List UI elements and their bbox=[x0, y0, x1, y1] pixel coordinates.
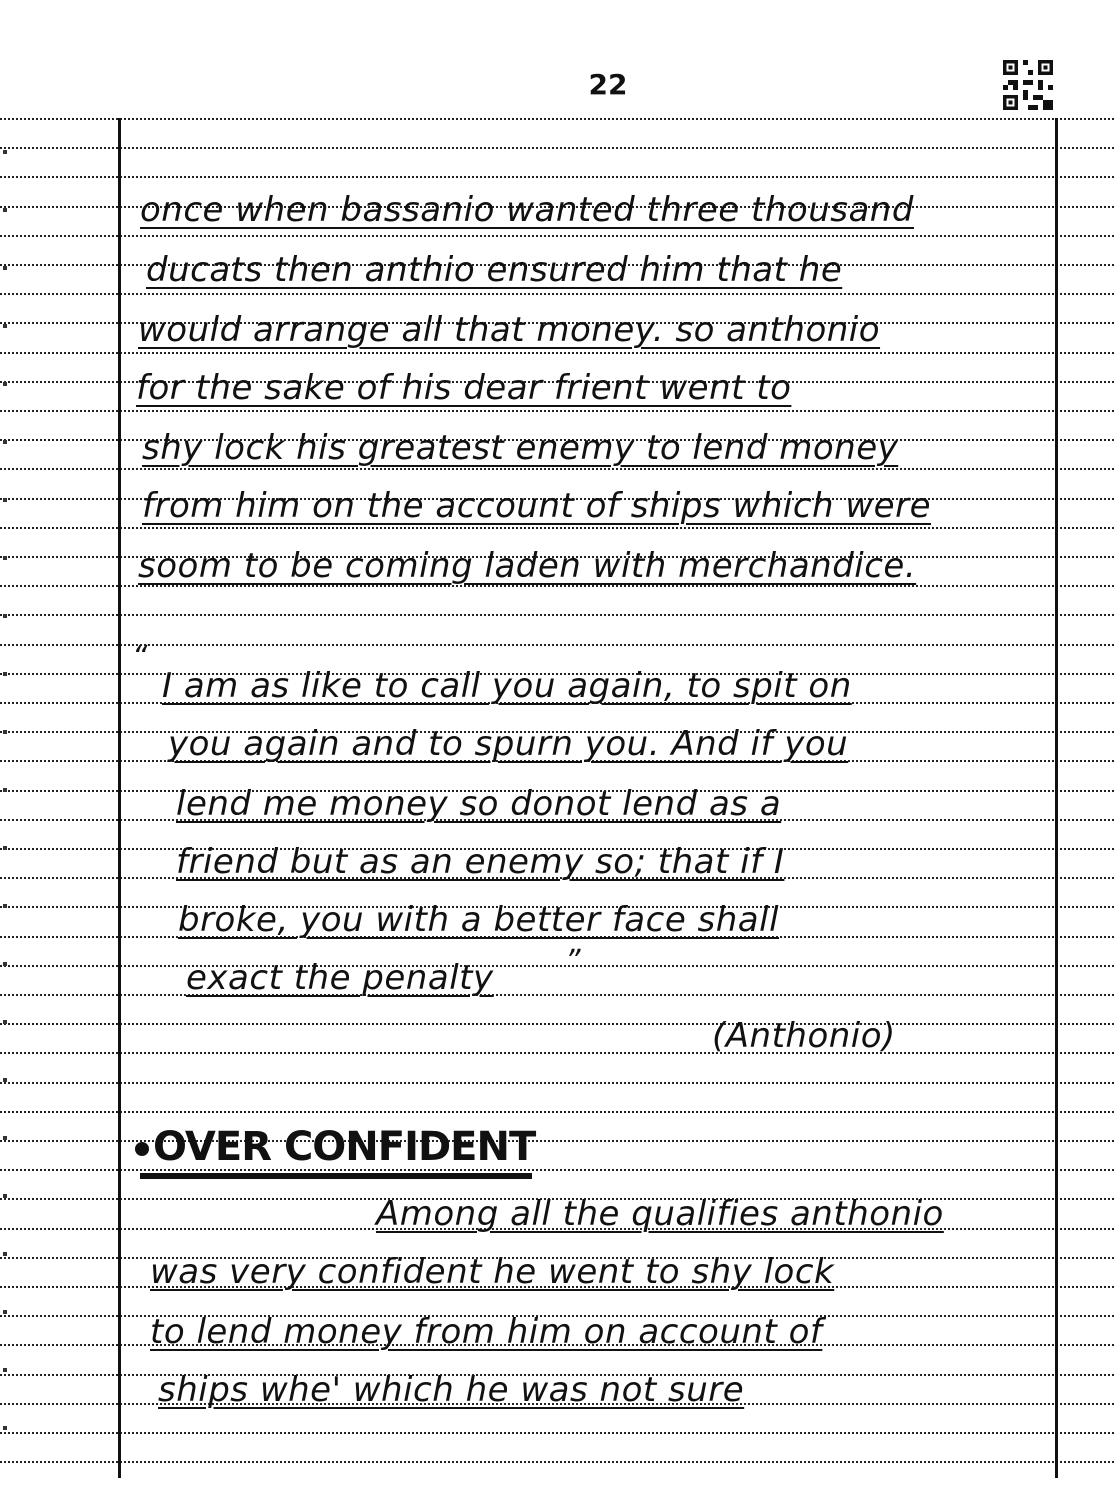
scan-mark bbox=[3, 1078, 7, 1082]
ruled-line bbox=[0, 410, 1114, 412]
scan-mark bbox=[3, 1310, 7, 1314]
quote-line: exact the penalty bbox=[186, 958, 494, 998]
ruled-line bbox=[0, 1052, 1114, 1054]
paragraph-line: would arrange all that money. so anthonio bbox=[138, 310, 881, 350]
ruled-line bbox=[0, 1432, 1114, 1434]
ruled-line bbox=[0, 1461, 1114, 1463]
scan-mark bbox=[3, 962, 7, 966]
quote-line: broke, you with a better face shall bbox=[178, 900, 780, 940]
quote-line: you again and to spurn you. And if you bbox=[168, 724, 849, 764]
scan-mark bbox=[3, 904, 7, 908]
ruled-line bbox=[0, 352, 1114, 354]
scan-mark bbox=[3, 846, 7, 850]
ruled-line bbox=[0, 1111, 1114, 1113]
ruled-line bbox=[0, 994, 1114, 996]
page-number: 22 bbox=[588, 68, 628, 101]
closing-quote-mark: ” bbox=[565, 944, 582, 979]
scan-mark bbox=[3, 1020, 7, 1024]
section-line: Among all the qualifies anthonio bbox=[376, 1194, 944, 1234]
section-heading-text: OVER CONFIDENT bbox=[153, 1124, 536, 1170]
scan-mark bbox=[3, 1136, 7, 1140]
scan-mark bbox=[3, 440, 7, 444]
ruled-line bbox=[0, 176, 1114, 178]
paragraph-line: shy lock his greatest enemy to lend money bbox=[142, 428, 899, 468]
paragraph-line: once when bassanio wanted three thousand bbox=[140, 190, 914, 230]
ruled-line bbox=[0, 293, 1114, 295]
right-margin-line bbox=[1055, 118, 1058, 1478]
heading-underline bbox=[140, 1173, 532, 1179]
section-line: ships whe' which he was not sure bbox=[158, 1370, 745, 1410]
scan-mark bbox=[3, 498, 7, 502]
opening-quote-mark: “ bbox=[132, 640, 149, 675]
ruled-line bbox=[0, 965, 1114, 967]
paragraph-line: soom to be coming laden with merchandice. bbox=[138, 546, 917, 586]
quote-line: lend me money so donot lend as a bbox=[176, 784, 782, 824]
scan-mark bbox=[3, 556, 7, 560]
ruled-line bbox=[0, 468, 1114, 470]
ruled-line bbox=[0, 235, 1114, 237]
scan-mark bbox=[3, 788, 7, 792]
quote-attribution: (Anthonio) bbox=[712, 1016, 896, 1056]
scan-mark bbox=[3, 1426, 7, 1430]
scan-mark bbox=[3, 266, 7, 270]
scan-mark bbox=[3, 1194, 7, 1198]
ruled-line bbox=[0, 644, 1114, 646]
scan-mark bbox=[3, 1252, 7, 1256]
ruled-line bbox=[0, 1082, 1114, 1084]
scan-mark bbox=[3, 382, 7, 386]
scan-mark bbox=[3, 672, 7, 676]
section-line: was very confident he went to shy lock bbox=[150, 1252, 835, 1292]
paragraph-line: for the sake of his dear frient went to bbox=[136, 368, 792, 408]
scan-mark bbox=[3, 324, 7, 328]
quote-line: I am as like to call you again, to spit on bbox=[162, 666, 852, 706]
scan-mark bbox=[3, 150, 7, 154]
scan-mark bbox=[3, 208, 7, 212]
ruled-line bbox=[0, 614, 1114, 616]
scan-mark bbox=[3, 730, 7, 734]
scan-mark bbox=[3, 1368, 7, 1372]
ruled-line bbox=[0, 147, 1114, 149]
bullet-icon bbox=[135, 1142, 149, 1156]
section-line: to lend money from him on account of bbox=[150, 1312, 823, 1352]
ruled-line bbox=[0, 527, 1114, 529]
left-margin-line bbox=[118, 118, 121, 1478]
scan-mark bbox=[3, 614, 7, 618]
ruled-line bbox=[0, 1023, 1114, 1025]
quote-line: friend but as an enemy so; that if I bbox=[176, 842, 785, 882]
section-heading bbox=[135, 1124, 535, 1170]
paragraph-line: from him on the account of ships which were bbox=[142, 486, 931, 526]
paragraph-line: ducats then anthio ensured him that he bbox=[146, 250, 843, 290]
qr-code-icon bbox=[1003, 60, 1053, 110]
ruled-line bbox=[0, 118, 1114, 120]
